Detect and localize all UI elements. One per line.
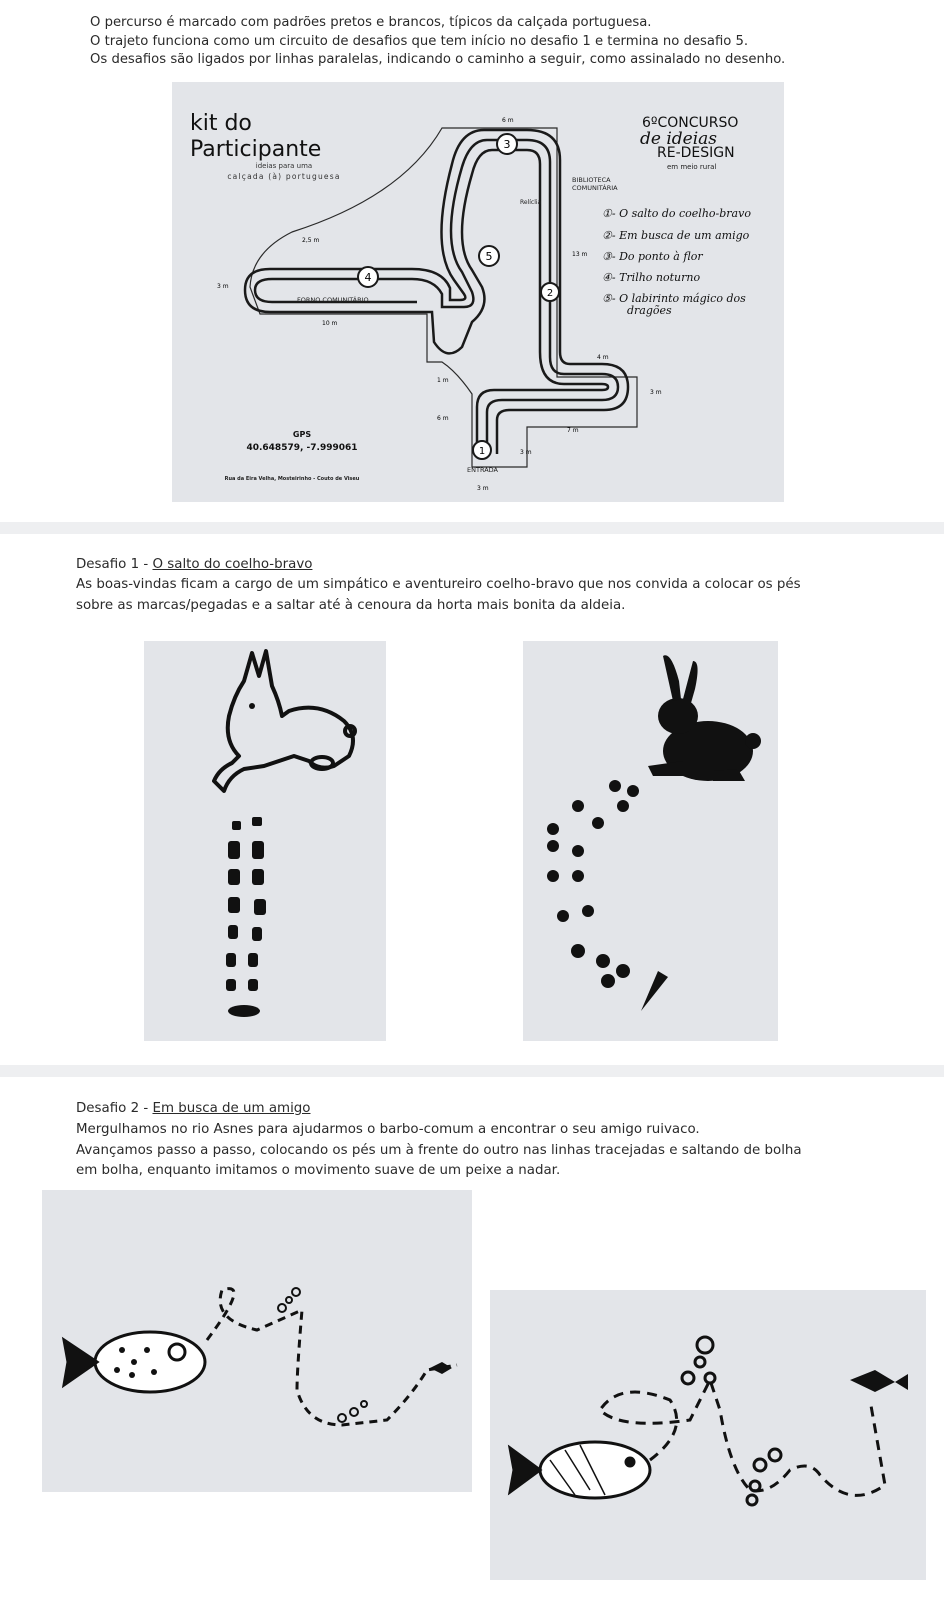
legend-item: dragões (627, 304, 672, 317)
carrot-icon (641, 971, 668, 1011)
marker-4 (358, 267, 378, 287)
route-map-drawing (172, 82, 784, 502)
legend-item: ⑤- O labirinto mágico dos (602, 292, 746, 305)
dashed-swim-path (207, 1289, 457, 1425)
desafio2-line: Mergulhamos no rio Asnes para ajudarmos o barbo-comum a encontrar o seu amigo ruivaco. (76, 1122, 700, 1137)
legend-item: ③- Do ponto à flor (602, 250, 703, 263)
marker-1 (473, 441, 491, 459)
gps-coords: 40.648579, -7.999061 (246, 443, 358, 453)
desafio2-title: Em busca de um amigo (152, 1101, 311, 1116)
desafio1-heading (76, 557, 312, 572)
section-divider (0, 522, 944, 534)
fish-drawing-2 (490, 1290, 926, 1580)
desafio2-body (76, 1120, 876, 1182)
legend-item: ④- Trilho noturno (602, 271, 701, 284)
desafio1-body (76, 575, 876, 616)
rabbit-footprints (547, 780, 668, 1011)
dimension-label: 2,5 m (302, 237, 320, 244)
intro-text (90, 14, 890, 70)
route-map-photo (172, 82, 784, 502)
concurso-line1: 6ºCONCURSO (642, 115, 739, 131)
desafio1-prefix: Desafio 1 - (76, 557, 153, 572)
rabbit-footprints (226, 817, 266, 1017)
section-divider (0, 1065, 944, 1077)
desafio2-heading (76, 1101, 310, 1116)
address-label: Rua da Eira Velha, Mosteirinho - Couto de Viseu (224, 476, 360, 482)
dimension-label: 4 m (597, 354, 609, 361)
bubbles (278, 1288, 367, 1422)
gps-label: GPS (292, 430, 312, 439)
small-fish-icon (850, 1370, 908, 1392)
concurso-line4: em meio rural (667, 163, 717, 171)
marker-3 (497, 134, 517, 154)
dimension-label: 3 m (477, 485, 489, 492)
svg-text:5: 5 (485, 250, 493, 263)
concurso-line2: de ideias (640, 129, 718, 149)
dimension-label: 1 m (437, 377, 449, 384)
kit-subtitle-line1: ideias para uma (255, 162, 313, 170)
small-fish-icon (430, 1362, 452, 1374)
dimension-label: 3 m (650, 389, 662, 396)
svg-text:1: 1 (478, 446, 486, 457)
intro-line: O trajeto funciona como um circuito de desafios que tem início no desafio 1 e termina no desafio 5. (90, 33, 749, 49)
carrot-icon (228, 1005, 260, 1017)
dimension-label: 6 m (437, 415, 449, 422)
bubbles (682, 1337, 781, 1505)
svg-text:2: 2 (546, 288, 554, 299)
biblioteca-label: BIBLIOTECA (572, 176, 611, 184)
dimension-label: 10 m (322, 320, 338, 327)
forno-label: FORNO COMUNITÁRIO (297, 296, 369, 304)
kit-title-line1: kit do (190, 111, 252, 136)
legend-item: ②- Em busca de um amigo (602, 229, 750, 242)
rabbit-silhouette (648, 655, 761, 781)
rabbit-drawing-outline (144, 641, 386, 1041)
legend-item: ①- O salto do coelho-bravo (602, 207, 751, 220)
desafio2-line: Avançamos passo a passo, colocando os pés um à frente do outro nas linhas tracejadas e saltando de bolha (76, 1142, 802, 1158)
fish-drawing-1 (42, 1190, 472, 1492)
dimension-label: 3 m (217, 283, 229, 290)
barbel-fish-icon (64, 1332, 205, 1392)
kit-subtitle-line2: calçada (à) portuguesa (227, 172, 341, 181)
biblioteca-label: COMUNITÁRIA (572, 184, 618, 192)
kit-title-line2: Participante (190, 137, 322, 162)
dimension-label: 13 m (572, 251, 588, 258)
svg-text:4: 4 (364, 271, 372, 284)
dimension-label: 7 m (567, 427, 579, 434)
entrada-label: ENTRADA (467, 466, 498, 474)
desafio1-line: sobre as marcas/pegadas e a saltar até à cenoura da horta mais bonita da aldeia. (76, 597, 626, 613)
reliquia-label: Relíclia (520, 199, 542, 206)
intro-line: Os desafios são ligados por linhas paralelas, indicando o caminho a seguir, como assinalado no desenho. (90, 52, 786, 67)
dimension-label: 3 m (520, 449, 532, 456)
intro-line: O percurso é marcado com padrões pretos e brancos, típicos da calçada portuguesa. (90, 15, 652, 30)
marker-5 (479, 246, 499, 266)
rabbit-drawing-silhouette (523, 641, 778, 1041)
desafio2-prefix: Desafio 2 - (76, 1101, 153, 1116)
barbel-fish-icon (510, 1442, 650, 1498)
dimension-label: 6 m (502, 117, 514, 124)
desafio1-title: O salto do coelho-bravo (152, 557, 313, 572)
desafio2-line: em bolha, enquanto imitamos o movimento suave de um peixe a nadar. (76, 1163, 561, 1178)
rabbit-outline (214, 651, 353, 791)
svg-text:3: 3 (503, 138, 511, 151)
challenge-legend (602, 207, 751, 317)
marker-2 (541, 283, 559, 301)
concurso-line3: RE-DESIGN (657, 145, 735, 161)
desafio1-line: As boas-vindas ficam a cargo de um simpático e aventureiro coelho-bravo que nos convida a colocar os pés (76, 577, 801, 592)
